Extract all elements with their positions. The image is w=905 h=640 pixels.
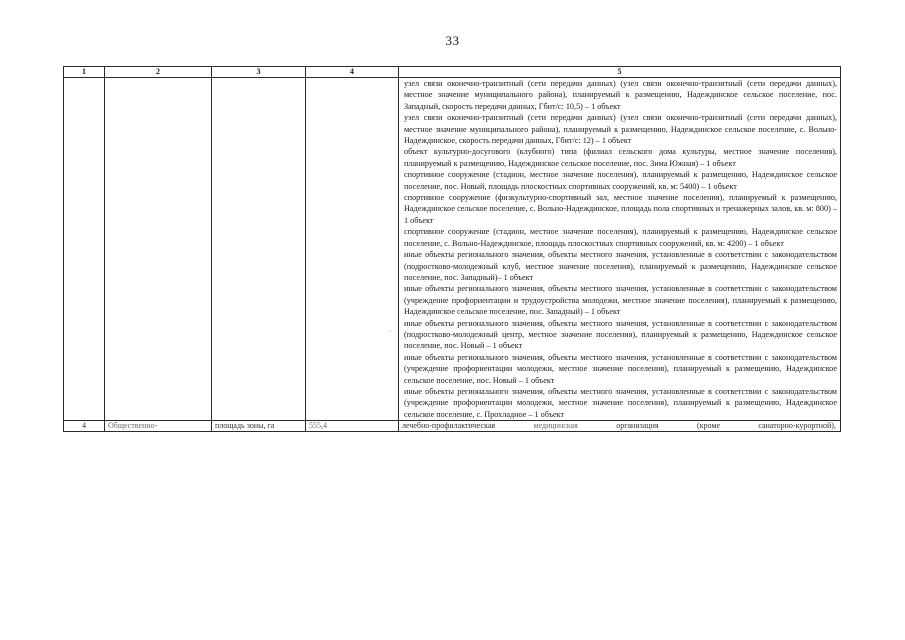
zone-area-value-cell: [306, 421, 399, 432]
zone-area-value: 555,4: [309, 421, 327, 431]
list-item: иные объекты регионального значения, объекты местного значения, установленные в соответствии с законодательством (учреждение профориентации молодежи, местное значение поселения), планируемый к размещению, Надеждинское сельское поселение, пос. Новый – 1 объект: [404, 352, 837, 385]
empty-cell-col3: [212, 78, 306, 421]
list-item: спортивное сооружение (стадион, местное значение поселения), планируемый к размещению, Надеждинское сельское поселение, пос. Новый, площадь плоскостных спортивных сооружений, кв. м: 5400) – 1 объект: [404, 170, 837, 191]
column-header-4: 4: [306, 67, 399, 78]
column-header-3: 3: [212, 67, 306, 78]
list-item: иные объекты регионального значения, объекты местного значения, установленные в соответствии с законодательством (учреждение профориентации молодежи, местное значение поселения), планируемый к размещению, Надеждинское сельское поселение, с. Прохладное – 1 объект: [404, 386, 837, 419]
list-item: иные объекты регионального значения, объекты местного значения, установленные в соответствии с законодательством (подростково-молодежный центр, местное значение поселения), планируемый к размещению, Надеждинское сельское поселение, пос. Новый – 1 объект: [404, 318, 837, 351]
zone-name-cell: [105, 421, 212, 432]
objects-list-cell: [399, 78, 841, 421]
list-item: спортивное сооружение (физкультурно-спортивный зал, местное значение поселения), планируемый к размещению, Надеждинское сельское поселение, с. Вольно-Надеждинское, площадь пола спортивных и тренажерных залов, кв. м: 800) – 1 объект: [404, 193, 837, 225]
empty-cell-col4: [306, 78, 399, 421]
zone-object-word: лечебно-профилактическая: [402, 421, 496, 431]
row-number-cell: 4: [64, 421, 105, 432]
document-table: [63, 66, 841, 432]
list-item: иные объекты регионального значения, объекты местного значения, установленные в соответствии с законодательством (учреждение профориентации и трудоустройства молодежи, местное значение поселения), планируемый к размещению, Надеждинское сельское поселение, пос. Западный) – 1 объект: [404, 284, 837, 317]
zone-object-word: санаторно-курортной),: [758, 421, 836, 431]
column-header-1: 1: [64, 67, 105, 78]
empty-cell-col1: [64, 78, 105, 421]
list-item: иные объекты регионального значения, объекты местного значения, установленные в соответствии с законодательством (подростково-молодежный клуб, местное значение поселения), планируемый к размещению, Надеждинское сельское поселение, пос. Западный)– 1 объект: [404, 250, 837, 282]
zone-object-word: организация: [616, 421, 659, 431]
zone-objects-cell: [399, 421, 841, 432]
list-item: узел связи оконечно-транзитный (сети передачи данных) (узел связи оконечно-транзитный (сети передачи данных), местное значение муниципального района), планируемый к размещению, Надеждинское сельское поселение, с. Вольно-Надеждинское, скорость передачи данных, Гбит/с: 12) – 1 объект: [404, 113, 837, 146]
table-row: [64, 421, 841, 432]
zone-objects-text: [402, 421, 840, 431]
table-row: [64, 78, 841, 421]
zone-object-word: медицинская: [533, 421, 578, 431]
zone-name-text: Общественно-: [108, 421, 158, 431]
scan-mark: ·: [389, 327, 392, 336]
column-header-5: 5: [399, 67, 841, 78]
zone-area-label-cell: площадь зоны, га: [212, 421, 306, 432]
list-item: узел связи оконечно-транзитный (сети передачи данных) (узел связи оконечно-транзитный (сети передачи данных), местное значение муниципального района), планируемый к размещению, Надеждинское сельское поселение, пос. Западный, скорость передачи данных, Гбит/с: 10,5) – 1 объект: [404, 79, 837, 111]
empty-cell-col2: [105, 78, 212, 421]
list-item: объект культурно-досугового (клубного) типа (филиал сельского дома культуры, местное значение поселения), планируемый к размещению, Надеждинское сельское поселение, пос. Зима Южная) – 1 объект: [404, 147, 837, 168]
zone-object-word: (кроме: [696, 421, 720, 431]
column-header-2: 2: [105, 67, 212, 78]
table-header-row: [64, 67, 841, 78]
list-item: спортивное сооружение (стадион, местное значение поселения), планируемый к размещению, Надеждинское сельское поселение, с. Вольно-Надеждинское, площадь плоскостных спортивных сооружений, кв. м: 4200) – 1 объект: [404, 227, 837, 248]
page-number: 33: [445, 33, 460, 48]
